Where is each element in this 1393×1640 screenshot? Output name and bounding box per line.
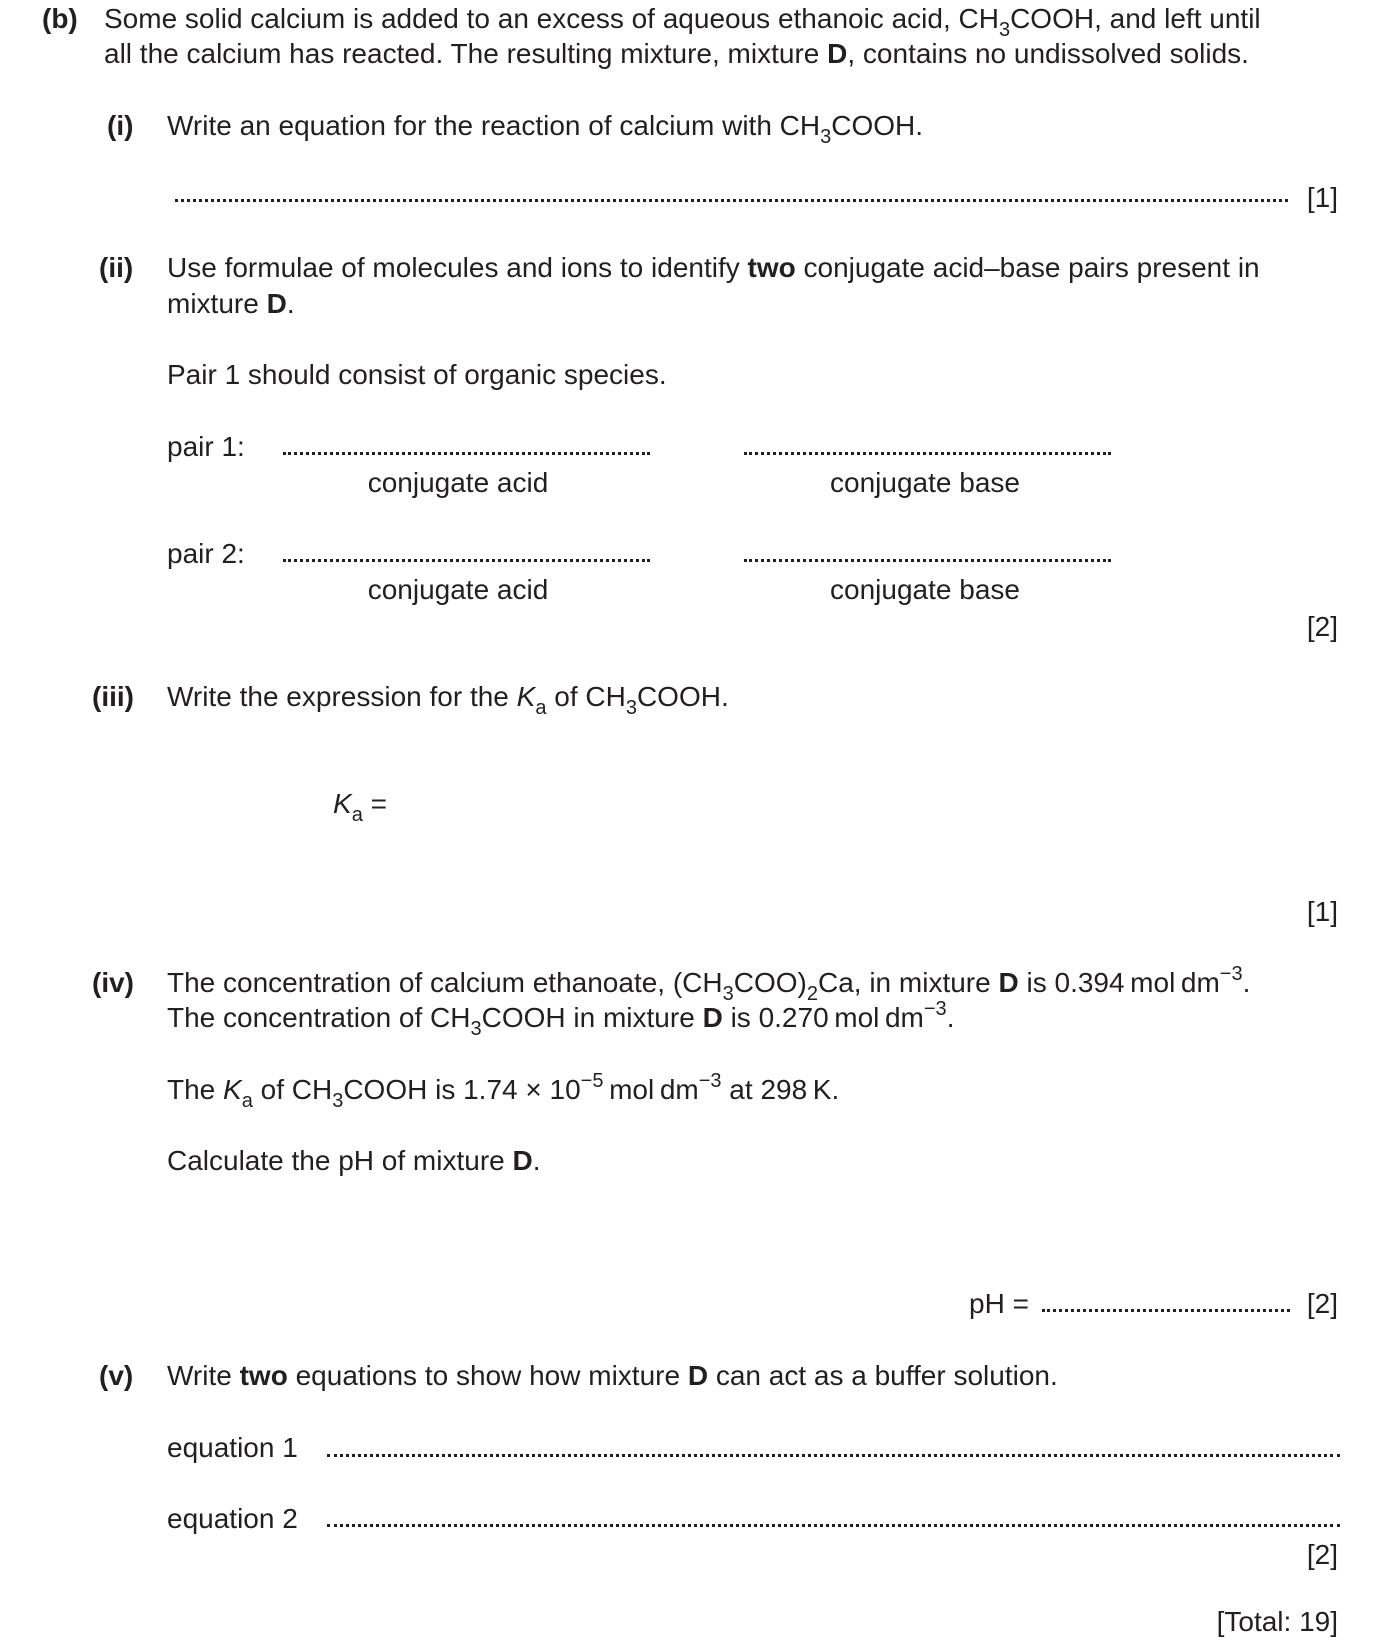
- question-iv-ka-line: The $K_a$ of $CH_3COOH$ is $1.74 \times 10^{-5}$ mol $dm^{-3}$ at 298 K.: [167, 1070, 840, 1112]
- part-b-text-line2: all the calcium has reacted. The resulting mixture, mixture D, contains no undissolved solids.: [104, 38, 1249, 69]
- question-iii-text: Write the expression for the $K_a$ of $CH_3COOH$.: [167, 681, 729, 719]
- mark-iii: [1]: [1306, 896, 1338, 927]
- pair1-acid-caption: conjugate acid: [367, 467, 549, 498]
- pair2-label: pair 2:: [167, 538, 245, 569]
- pair1-base-line[interactable]: [744, 452, 1111, 455]
- equation1-label: equation 1: [167, 1432, 298, 1463]
- mark-v: [2]: [1306, 1539, 1338, 1570]
- pair2-acid-caption: conjugate acid: [367, 574, 549, 605]
- total-marks: [Total: 19]: [1216, 1606, 1338, 1637]
- ka-expression-label: $K_a$ =: [333, 788, 387, 826]
- pair2-acid-line[interactable]: [283, 559, 650, 562]
- part-b-text-line1: Some solid calcium is added to an excess of aqueous ethanoic acid, $CH_3COOH$, and left until: [104, 3, 1261, 41]
- pair1-acid-line[interactable]: [283, 452, 650, 455]
- question-iv-label: (iv): [92, 967, 134, 998]
- equation2-line[interactable]: [327, 1524, 1340, 1527]
- pair1-label: pair 1:: [167, 431, 245, 462]
- answer-line-i[interactable]: [175, 199, 1288, 202]
- pair2-base-line[interactable]: [744, 559, 1111, 562]
- question-iv-calc: Calculate the pH of mixture D.: [167, 1145, 541, 1176]
- equation1-line[interactable]: [327, 1454, 1340, 1457]
- pair1-note: Pair 1 should consist of organic species.: [167, 359, 667, 390]
- question-v-label: (v): [99, 1360, 134, 1391]
- equation2-label: equation 2: [167, 1503, 298, 1534]
- question-i-text: Write an equation for the reaction of calcium with $CH_3COOH$.: [167, 110, 924, 148]
- question-ii-label: (ii): [99, 252, 134, 283]
- part-b-label: (b): [42, 3, 78, 34]
- pair1-base-caption: conjugate base: [830, 467, 1020, 498]
- pair2-base-caption: conjugate base: [830, 574, 1020, 605]
- question-ii-text-line2: mixture D.: [167, 288, 295, 319]
- ph-label: pH =: [969, 1288, 1029, 1319]
- mark-ii: [2]: [1306, 611, 1338, 642]
- question-iv-line2: The concentration of $CH_3COOH$ in mixture D is 0.270 mol $dm^{-3}$.: [167, 998, 955, 1040]
- mark-iv: [2]: [1306, 1288, 1338, 1319]
- question-v-text: Write two equations to show how mixture D can act as a buffer solution.: [167, 1360, 1058, 1391]
- question-iv-line1: The concentration of calcium ethanoate, $(CH_3COO)_2Ca$, in mixture D is 0.394 mol $dm^{-3}$.: [167, 963, 1251, 1005]
- question-i-label: (i): [107, 110, 134, 141]
- mark-i: [1]: [1306, 182, 1338, 213]
- ph-answer-line[interactable]: [1042, 1309, 1290, 1312]
- question-iii-label: (iii): [92, 681, 134, 712]
- question-ii-text-line1: Use formulae of molecules and ions to identify two conjugate acid–base pairs present in: [167, 252, 1260, 283]
